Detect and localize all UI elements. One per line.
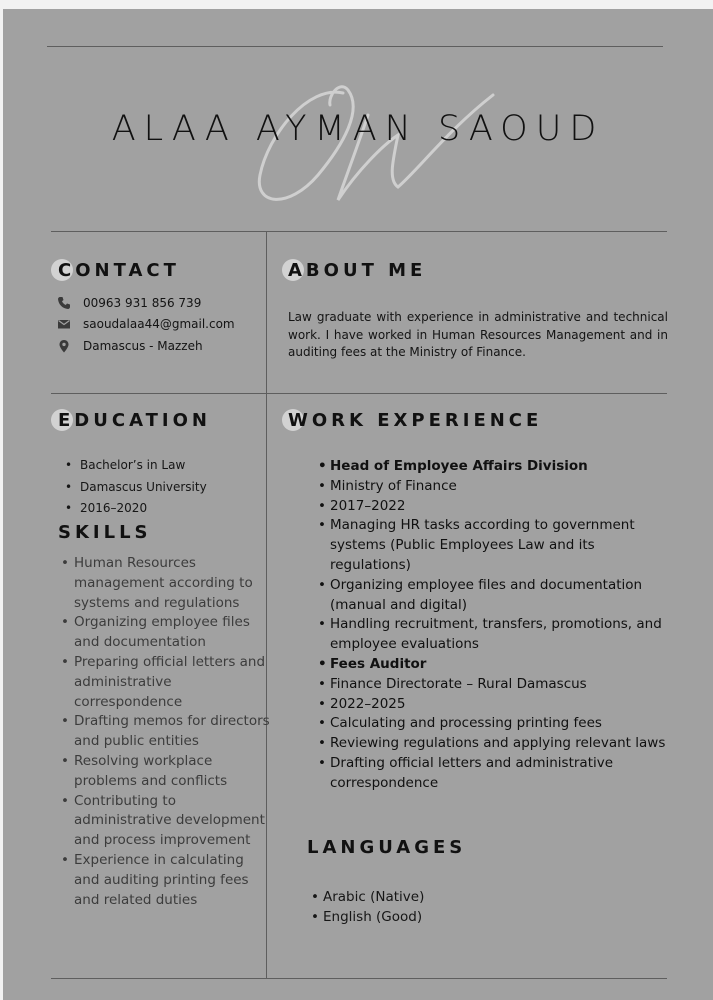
languages-heading: LANGUAGES [307, 837, 467, 858]
list-item: • Bachelor’s in Law [65, 455, 207, 477]
list-item: • Fees Auditor [318, 655, 668, 675]
list-item: • Calculating and processing printing fees [318, 714, 668, 734]
mid-divider [51, 393, 667, 394]
list-item: • 2022–2025 [318, 695, 668, 715]
work-heading: WORK EXPERIENCE [288, 410, 543, 431]
skills-heading: SKILLS [58, 522, 152, 543]
list-item: • Drafting official letters and administrative correspondence [318, 754, 668, 794]
languages-list [311, 887, 424, 927]
monogram-text: OM [248, 75, 250, 76]
list-item: • Reviewing regulations and applying relevant laws [318, 734, 668, 754]
list-item: • 2017–2022 [318, 497, 668, 517]
education-list [65, 455, 207, 520]
contact-location [57, 336, 203, 356]
list-item: • Head of Employee Affairs Division [318, 457, 668, 477]
list-item: • Finance Directorate – Rural Damascus [318, 675, 668, 695]
about-heading: ABOUT ME [288, 260, 427, 281]
education-heading: EDUCATION [58, 410, 211, 431]
skills-list [61, 554, 271, 910]
work-experience-list [318, 457, 668, 794]
phone-icon [57, 296, 71, 310]
list-item: • Organizing employee files and documentation (manual and digital) [318, 576, 668, 616]
mail-icon [57, 317, 71, 331]
contact-email [57, 314, 235, 334]
list-item: • Contributing to administrative development and process improvement [61, 792, 271, 851]
list-item: • Arabic (Native) [311, 887, 424, 907]
list-item: • Resolving workplace problems and conflicts [61, 752, 271, 792]
list-item: • Experience in calculating and auditing printing fees and related duties [61, 851, 271, 910]
list-item: • Managing HR tasks according to government systems (Public Employees Law and its regulations) [318, 516, 668, 575]
list-item: • Organizing employee files and documentation [61, 613, 271, 653]
list-item: • Handling recruitment, transfers, promotions, and employee evaluations [318, 615, 668, 655]
list-item: • Ministry of Finance [318, 477, 668, 497]
contact-location-text: Damascus - Mazzeh [83, 339, 203, 353]
list-item: • Human Resources management according to systems and regulations [61, 554, 271, 613]
bottom-divider [51, 978, 667, 979]
contact-phone [57, 293, 201, 313]
list-item: • 2016–2020 [65, 498, 207, 520]
list-item: • Damascus University [65, 477, 207, 499]
list-item: • Preparing official letters and administrative correspondence [61, 653, 271, 712]
contact-phone-text: 00963 931 856 739 [83, 296, 202, 310]
header-divider [51, 231, 667, 232]
list-item: • Drafting memos for directors and public entities [61, 712, 271, 752]
location-pin-icon [57, 339, 71, 353]
candidate-name: ALAA AYMAN SAOUD [111, 109, 605, 149]
contact-heading: CONTACT [58, 260, 180, 281]
about-text: Law graduate with experience in administrative and technical work. I have worked in Human Resources Management and in auditing fees at the Ministry of Finance. [288, 310, 668, 359]
contact-email-text: saoudalaa44@gmail.com [83, 317, 235, 331]
resume-page [3, 9, 713, 1000]
list-item: • English (Good) [311, 907, 424, 927]
top-divider [47, 46, 663, 47]
